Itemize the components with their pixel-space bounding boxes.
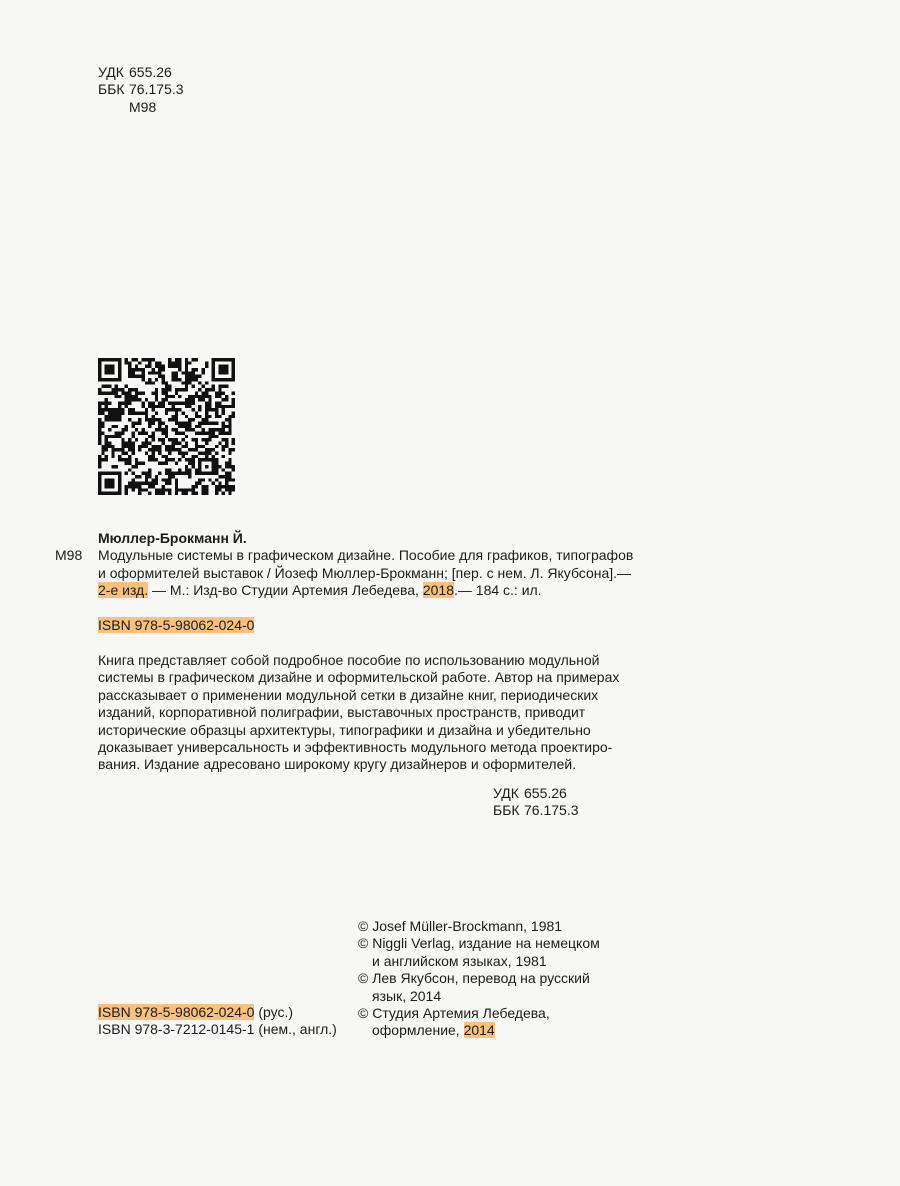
isbn-de-en: ISBN 978-3-7212-0145-1 (нем., англ.) [98,1021,337,1038]
isbn-ru-suffix: (рус.) [254,1004,294,1020]
abstract-line: вания. Издание адресовано широкому кругу дизайнеров и оформителей. [98,756,577,773]
copyright-line: и английском языках, 1981 [372,952,547,969]
bbk-row [98,81,184,98]
bbk-row [493,802,579,819]
publisher-text: — М.: Изд-во Студии Артемия Лебедева, [148,582,423,599]
bbk-value: 76.175.3 [524,802,579,819]
catalog-line-2: и оформителей выставок / Йозеф Мюллер-Брокманн; [пер. с нем. Л. Якубсона].— [98,564,632,581]
isbn-main [98,617,254,634]
catalog-line-1: Модульные системы в графическом дизайне. Пособие для графиков, типографов [98,547,634,564]
bbk-label: ББК [493,802,520,819]
abstract-line: изданий, корпоративной полиграфии, выставочных пространств, приводит [98,704,586,721]
abstract-line: Книга представляет собой подробное пособие по использованию модульной [98,652,600,668]
abstract-line: исторические образцы архитектуры, типографики и дизайна и убедительно [98,721,591,738]
margin-author-code: М98 [55,547,83,563]
isbn-ru [98,1004,337,1021]
isbn-main-highlight: ISBN 978-5-98062-024-0 [98,617,255,633]
qr-code-icon [98,358,235,495]
author-name: Мюллер-Брокманн Й. [98,530,247,546]
copyright-notices [358,918,600,1040]
udk-label: УДК [493,785,519,801]
design-year-highlight: 2014 [463,1022,495,1039]
pages-text: .— 184 с.: ил. [454,582,542,599]
bottom-classification [493,785,579,820]
udk-value: 655.26 [129,64,172,80]
copyright-line: © Студия Артемия Лебедева, [358,1004,550,1021]
udk-row [98,64,184,81]
author-mark: М98 [129,98,157,115]
bbk-label: ББК [98,81,125,98]
catalog-line-3 [98,582,618,599]
copyright-line: © Лев Якубсон, перевод на русский [358,970,590,987]
abstract-line: рассказывает о применении модульной сетки в дизайне книг, периодических [98,686,599,703]
copyright-line: язык, 2014 [372,987,442,1004]
top-classification [98,64,184,116]
abstract-line: доказывает универсальность и эффективность модульного метода проектиро- [98,738,613,755]
copyright-line: © Niggli Verlag, издание на немецком [358,935,600,952]
catalog-entry [98,530,634,600]
edition-highlight: 2-е изд. [98,582,149,599]
year-highlight: 2018 [422,582,454,599]
abstract-line: системы в графическом дизайне и оформительской работе. Автор на примерах [98,669,620,686]
bbk-value: 76.175.3 [129,81,184,98]
author-mark-row [98,99,184,116]
isbn-list [98,1004,337,1039]
copyright-line: © Josef Müller-Brockmann, 1981 [358,918,563,934]
copyright-line [358,1022,600,1039]
abstract [98,652,618,774]
design-credit: оформление, [372,1022,464,1039]
isbn-ru-highlight: ISBN 978-5-98062-024-0 [98,1004,255,1020]
udk-label: УДК [98,64,124,80]
udk-row [493,785,579,802]
udk-value: 655.26 [524,785,567,801]
